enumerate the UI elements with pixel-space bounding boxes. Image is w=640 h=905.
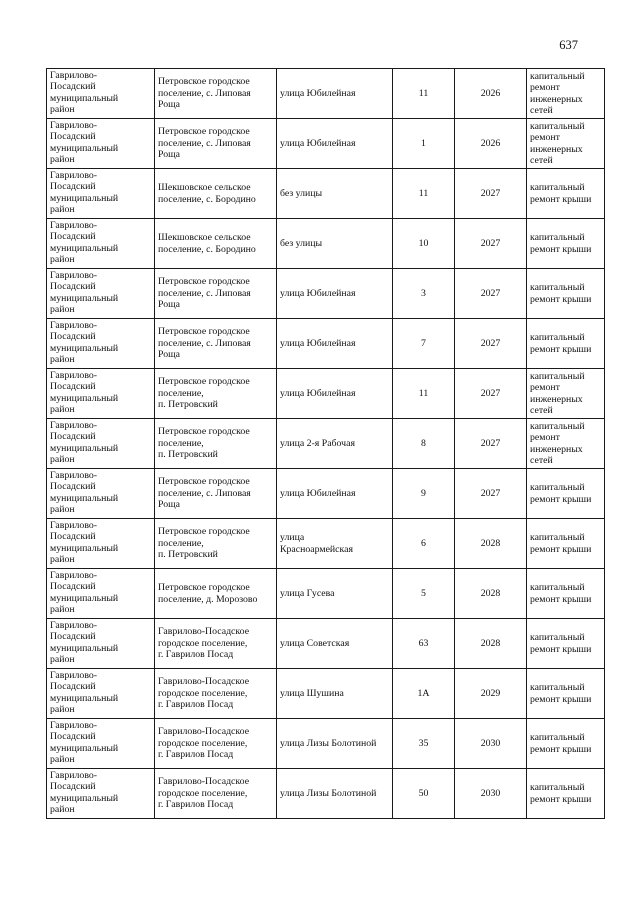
cell-street-text: без улицы: [280, 237, 323, 249]
cell-work-type-text: капитальный ремонт крыши: [530, 732, 592, 755]
cell-settlement-text: Петровское городское поселение, п. Петровский: [158, 426, 250, 461]
cell-district: [47, 69, 155, 119]
cell-year-text: 2028: [480, 587, 501, 599]
cell-street-text: улица 2-я Рабочая: [280, 437, 355, 449]
cell-work-type: [527, 169, 605, 219]
cell-settlement-text: Гаврилово-Посадское городское поселение, г. Гаврилов Посад: [158, 776, 250, 811]
cell-house-number-text: 11: [418, 187, 429, 199]
cell-house-number: [393, 369, 455, 419]
cell-work-type: [527, 69, 605, 119]
cell-settlement-text: Шекшовское сельское поселение, с. Бородино: [158, 182, 256, 205]
cell-street-text: улица Юбилейная: [280, 287, 356, 299]
cell-street: [277, 569, 393, 619]
cell-work-type: [527, 669, 605, 719]
cell-settlement: [155, 469, 277, 519]
cell-district-text: Гаврилово- Посадский муниципальный район: [50, 520, 119, 566]
cell-settlement: [155, 319, 277, 369]
cell-district-text: Гаврилово- Посадский муниципальный район: [50, 320, 119, 366]
cell-street-text: улица Лизы Болотиной: [280, 737, 377, 749]
cell-work-type: [527, 419, 605, 469]
cell-street-text: улица Юбилейная: [280, 87, 356, 99]
cell-district-text: Гаврилово- Посадский муниципальный район: [50, 720, 119, 766]
cell-district: [47, 169, 155, 219]
cell-district: [47, 369, 155, 419]
cell-settlement: [155, 119, 277, 169]
cell-street: [277, 219, 393, 269]
cell-year: [455, 119, 527, 169]
cell-year-text: 2028: [480, 537, 501, 549]
cell-house-number-text: 11: [418, 87, 429, 99]
cell-district-text: Гаврилово- Посадский муниципальный район: [50, 270, 119, 316]
table-row: [47, 719, 605, 769]
cell-street: [277, 619, 393, 669]
cell-street-text: улица Юбилейная: [280, 337, 356, 349]
cell-district: [47, 769, 155, 819]
cell-year: [455, 419, 527, 469]
cell-work-type-text: капитальный ремонт крыши: [530, 232, 592, 255]
table-row: [47, 169, 605, 219]
cell-settlement-text: Шекшовское сельское поселение, с. Бородино: [158, 232, 256, 255]
cell-year-text: 2026: [480, 137, 501, 149]
cell-house-number-text: 7: [421, 337, 426, 349]
cell-work-type: [527, 519, 605, 569]
cell-year-text: 2027: [480, 237, 501, 249]
cell-district: [47, 119, 155, 169]
cell-year: [455, 469, 527, 519]
cell-year: [455, 669, 527, 719]
cell-district-text: Гаврилово- Посадский муниципальный район: [50, 670, 119, 716]
cell-street-text: без улицы: [280, 187, 323, 199]
cell-work-type-text: капитальный ремонт крыши: [530, 632, 592, 655]
cell-settlement-text: Петровское городское поселение, с. Липовая Роща: [158, 76, 251, 111]
cell-district-text: Гаврилово- Посадский муниципальный район: [50, 420, 119, 466]
cell-year: [455, 319, 527, 369]
table-row: [47, 619, 605, 669]
cell-district: [47, 719, 155, 769]
cell-year-text: 2030: [480, 787, 501, 799]
cell-house-number: [393, 169, 455, 219]
table-row: [47, 519, 605, 569]
cell-street: [277, 769, 393, 819]
cell-house-number: [393, 569, 455, 619]
cell-street-text: улица Юбилейная: [280, 387, 356, 399]
cell-street: [277, 669, 393, 719]
cell-house-number: [393, 469, 455, 519]
cell-house-number: [393, 69, 455, 119]
cell-district-text: Гаврилово- Посадский муниципальный район: [50, 370, 119, 416]
capital-repair-table: [46, 68, 605, 819]
cell-work-type-text: капитальный ремонт крыши: [530, 182, 592, 205]
table-row: [47, 669, 605, 719]
cell-street: [277, 469, 393, 519]
cell-settlement: [155, 219, 277, 269]
cell-year-text: 2027: [480, 187, 501, 199]
cell-work-type-text: капитальный ремонт крыши: [530, 532, 592, 555]
cell-settlement: [155, 169, 277, 219]
cell-street-text: улица Юбилейная: [280, 137, 356, 149]
cell-year: [455, 69, 527, 119]
cell-settlement-text: Петровское городское поселение, с. Липовая Роща: [158, 126, 251, 161]
cell-house-number-text: 10: [418, 237, 429, 249]
cell-work-type: [527, 319, 605, 369]
cell-street: [277, 369, 393, 419]
cell-year: [455, 569, 527, 619]
cell-street: [277, 269, 393, 319]
cell-district-text: Гаврилово- Посадский муниципальный район: [50, 120, 119, 166]
cell-settlement: [155, 519, 277, 569]
cell-district: [47, 569, 155, 619]
cell-work-type-text: капитальный ремонт инженерных сетей: [530, 420, 585, 466]
table-row: [47, 269, 605, 319]
cell-year-text: 2028: [480, 637, 501, 649]
cell-street: [277, 419, 393, 469]
cell-street-text: улица Красноармейская: [280, 532, 353, 555]
cell-settlement: [155, 669, 277, 719]
cell-house-number-text: 35: [418, 737, 429, 749]
cell-year-text: 2029: [480, 687, 501, 699]
cell-work-type: [527, 219, 605, 269]
cell-street: [277, 319, 393, 369]
cell-settlement-text: Петровское городское поселение, п. Петровский: [158, 526, 250, 561]
cell-work-type-text: капитальный ремонт инженерных сетей: [530, 70, 585, 116]
cell-settlement-text: Петровское городское поселение, п. Петровский: [158, 376, 250, 411]
cell-settlement-text: Петровское городское поселение, с. Липовая Роща: [158, 326, 251, 361]
cell-district-text: Гаврилово- Посадский муниципальный район: [50, 170, 119, 216]
cell-district: [47, 419, 155, 469]
cell-district: [47, 519, 155, 569]
cell-district-text: Гаврилово- Посадский муниципальный район: [50, 70, 119, 116]
cell-settlement: [155, 719, 277, 769]
cell-settlement: [155, 269, 277, 319]
table-row: [47, 369, 605, 419]
cell-work-type: [527, 719, 605, 769]
cell-district: [47, 319, 155, 369]
cell-work-type: [527, 569, 605, 619]
cell-house-number: [393, 669, 455, 719]
cell-settlement-text: Петровское городское поселение, с. Липовая Роща: [158, 276, 251, 311]
cell-year: [455, 619, 527, 669]
cell-house-number-text: 50: [418, 787, 429, 799]
cell-settlement: [155, 419, 277, 469]
cell-street-text: улица Советская: [280, 637, 350, 649]
cell-work-type-text: капитальный ремонт инженерных сетей: [530, 370, 585, 416]
cell-street-text: улица Шушина: [280, 687, 344, 699]
cell-street: [277, 169, 393, 219]
cell-house-number: [393, 119, 455, 169]
cell-settlement-text: Петровское городское поселение, с. Липовая Роща: [158, 476, 251, 511]
cell-house-number: [393, 419, 455, 469]
cell-settlement: [155, 569, 277, 619]
cell-work-type-text: капитальный ремонт крыши: [530, 782, 592, 805]
cell-house-number-text: 3: [421, 287, 426, 299]
cell-street-text: улица Юбилейная: [280, 487, 356, 499]
cell-settlement-text: Петровское городское поселение, д. Морозово: [158, 582, 258, 605]
cell-house-number-text: 8: [421, 437, 426, 449]
cell-district-text: Гаврилово- Посадский муниципальный район: [50, 220, 119, 266]
cell-work-type-text: капитальный ремонт крыши: [530, 682, 592, 705]
cell-house-number-text: 9: [421, 487, 426, 499]
cell-district-text: Гаврилово- Посадский муниципальный район: [50, 470, 119, 516]
cell-district: [47, 619, 155, 669]
cell-district: [47, 669, 155, 719]
cell-year-text: 2030: [480, 737, 501, 749]
cell-house-number-text: 1: [421, 137, 426, 149]
table-row: [47, 769, 605, 819]
cell-year-text: 2027: [480, 487, 501, 499]
table-row: [47, 219, 605, 269]
cell-work-type: [527, 269, 605, 319]
cell-year-text: 2027: [480, 387, 501, 399]
cell-settlement-text: Гаврилово-Посадское городское поселение, г. Гаврилов Посад: [158, 676, 250, 711]
cell-district: [47, 219, 155, 269]
table-row: [47, 419, 605, 469]
cell-street-text: улица Лизы Болотиной: [280, 787, 377, 799]
cell-year-text: 2027: [480, 337, 501, 349]
table-row: [47, 569, 605, 619]
cell-work-type: [527, 619, 605, 669]
cell-house-number: [393, 319, 455, 369]
cell-house-number: [393, 219, 455, 269]
cell-street-text: улица Гусева: [280, 587, 335, 599]
cell-year: [455, 369, 527, 419]
cell-settlement: [155, 369, 277, 419]
cell-year: [455, 769, 527, 819]
cell-year: [455, 169, 527, 219]
cell-work-type-text: капитальный ремонт инженерных сетей: [530, 120, 585, 166]
cell-year-text: 2026: [480, 87, 501, 99]
cell-district: [47, 469, 155, 519]
cell-work-type-text: капитальный ремонт крыши: [530, 482, 592, 505]
cell-house-number-text: 1А: [417, 687, 430, 699]
page-number: 637: [559, 38, 578, 52]
cell-year: [455, 519, 527, 569]
table-row: [47, 469, 605, 519]
cell-house-number-text: 5: [421, 587, 426, 599]
cell-street: [277, 69, 393, 119]
cell-work-type-text: капитальный ремонт крыши: [530, 282, 592, 305]
cell-settlement: [155, 69, 277, 119]
cell-house-number: [393, 269, 455, 319]
cell-settlement: [155, 619, 277, 669]
cell-street: [277, 519, 393, 569]
table-body: [47, 69, 605, 819]
cell-street: [277, 119, 393, 169]
cell-work-type: [527, 119, 605, 169]
table-row: [47, 69, 605, 119]
cell-district-text: Гаврилово- Посадский муниципальный район: [50, 570, 119, 616]
cell-district-text: Гаврилово- Посадский муниципальный район: [50, 770, 119, 816]
cell-settlement-text: Гаврилово-Посадское городское поселение, г. Гаврилов Посад: [158, 726, 250, 761]
cell-year: [455, 219, 527, 269]
cell-year: [455, 269, 527, 319]
table-row: [47, 319, 605, 369]
cell-work-type-text: капитальный ремонт крыши: [530, 582, 592, 605]
cell-house-number: [393, 719, 455, 769]
cell-street: [277, 719, 393, 769]
cell-house-number: [393, 619, 455, 669]
cell-work-type: [527, 769, 605, 819]
cell-house-number: [393, 769, 455, 819]
cell-house-number-text: 63: [418, 637, 429, 649]
cell-work-type-text: капитальный ремонт крыши: [530, 332, 592, 355]
cell-year-text: 2027: [480, 437, 501, 449]
cell-house-number: [393, 519, 455, 569]
cell-district-text: Гаврилово- Посадский муниципальный район: [50, 620, 119, 666]
cell-year: [455, 719, 527, 769]
cell-settlement-text: Гаврилово-Посадское городское поселение, г. Гаврилов Посад: [158, 626, 250, 661]
cell-house-number-text: 6: [421, 537, 426, 549]
cell-work-type: [527, 469, 605, 519]
cell-district: [47, 269, 155, 319]
cell-year-text: 2027: [480, 287, 501, 299]
table-row: [47, 119, 605, 169]
cell-settlement: [155, 769, 277, 819]
cell-work-type: [527, 369, 605, 419]
cell-house-number-text: 11: [418, 387, 429, 399]
